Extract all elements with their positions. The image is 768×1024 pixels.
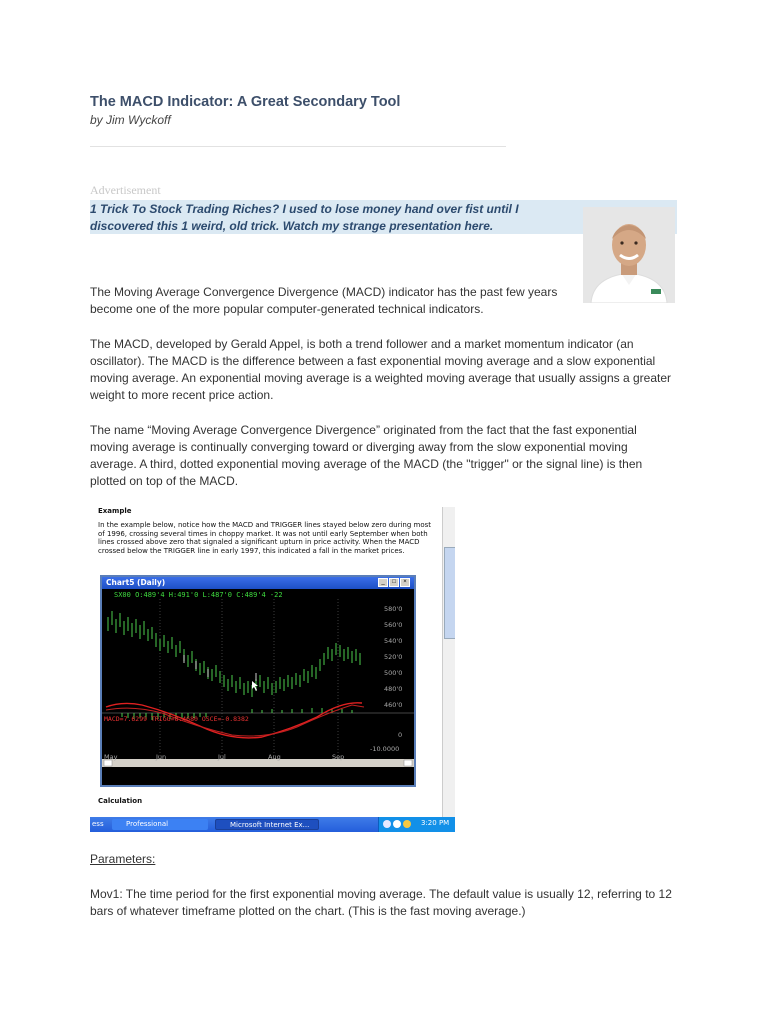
screenshot-page — [90, 507, 442, 817]
paragraph-intro: The Moving Average Convergence Divergence (MACD) indicator has the past few years become one of the more popular computer-generated technical indicators. — [90, 285, 558, 316]
month-label: Jul — [218, 753, 226, 761]
ad-label: Advertisement — [90, 183, 161, 197]
chart-plot — [102, 589, 414, 785]
paragraph-macd-name: The name “Moving Average Convergence Divergence” originated from the fact that the fast exponential moving average is continually converging toward or diverging away from the slow exponential moving average. A third, dotted exponential moving average of the MACD (the "trigger" or the signal line) is then plotted on top of the MACD. — [90, 423, 643, 488]
tray-icon[interactable] — [393, 820, 401, 828]
macd-axis-label: 0 — [398, 731, 403, 739]
price-readout: SX00 O:489'4 H:491'0 L:487'0 C:489'4 -22 — [114, 591, 283, 599]
macd-axis-label: -10.0000 — [370, 745, 400, 753]
price-axis-label: 460'0 — [384, 701, 403, 709]
screenshot-text: In the example below, notice how the MACD and TRIGGER lines stayed below zero during most of 1996, crossing several times in choppy market. It was not until early September when both lines crossed above zero that signaled a significant upturn in price activity. When the MACD crossed below the TRIGGER line in early 1997, this indicated a fall in the market prices. — [98, 521, 432, 555]
maximize-icon[interactable]: □ — [389, 578, 399, 587]
macd-readout — [104, 715, 249, 723]
screenshot-calculation-heading: Calculation — [98, 797, 143, 805]
chart-window — [100, 575, 416, 787]
paragraph-macd-definition: The MACD, developed by Gerald Appel, is both a trend follower and a market momentum indicator (an oscillator). The MACD is the difference between a fast exponential moving average and a slow exponential moving average. An exponential moving average is a weighted moving average that usually assigns a greater weight to more recent price action. — [90, 337, 672, 402]
system-tray — [378, 817, 455, 832]
tray-icon[interactable] — [383, 820, 391, 828]
price-axis-label: 520'0 — [384, 653, 403, 661]
screenshot-header: Example — [98, 507, 132, 515]
taskbar-item[interactable]: ess — [92, 820, 104, 828]
screenshot-scrollbar[interactable] — [442, 507, 455, 817]
taskbar-item-professional[interactable]: Professional — [112, 819, 208, 830]
taskbar-clock: 3:20 PM — [421, 819, 450, 827]
price-axis-label: 560'0 — [384, 621, 403, 629]
chart-window-title: Chart5 (Daily) — [106, 578, 166, 587]
tray-icon[interactable] — [403, 820, 411, 828]
scroll-thumb[interactable] — [444, 547, 455, 639]
taskbar — [90, 817, 455, 832]
month-label: Sep — [332, 753, 345, 761]
macd-example-screenshot — [90, 507, 455, 832]
chart-window-titlebar — [102, 577, 414, 589]
close-icon[interactable]: × — [400, 578, 410, 587]
article-byline: by Jim Wyckoff — [90, 113, 171, 127]
taskbar-item-internet-explorer[interactable]: Microsoft Internet Ex... — [215, 819, 319, 830]
price-axis-label: 580'0 — [384, 605, 403, 613]
parameters-heading: Parameters: — [90, 852, 156, 866]
month-label: May — [104, 753, 118, 761]
author-photo — [583, 207, 675, 303]
price-axis-label: 480'0 — [384, 685, 403, 693]
price-axis-label: 500'0 — [384, 669, 403, 677]
price-axis-label: 540'0 — [384, 637, 403, 645]
paragraph-mov1: Mov1: The time period for the first exponential moving average. The default value is usually 12, referring to 12 bars of whatever timeframe plotted on the chart. (This is the fast moving average.) — [90, 887, 672, 918]
minimize-icon[interactable]: _ — [378, 578, 388, 587]
ad-link[interactable]: 1 Trick To Stock Trading Riches? I used to lose money hand over fist until I discovered this 1 weird, old trick. Watch my strange presentation here. — [90, 202, 519, 233]
macd-readout-text: MACD=7.6299 TRIGG=8.4680 OSCE=-0.8382 — [104, 715, 249, 723]
month-label: Jun — [156, 753, 167, 761]
month-label: Aug — [268, 753, 281, 761]
article-title: The MACD Indicator: A Great Secondary Tool — [90, 94, 401, 110]
divider — [90, 146, 506, 147]
